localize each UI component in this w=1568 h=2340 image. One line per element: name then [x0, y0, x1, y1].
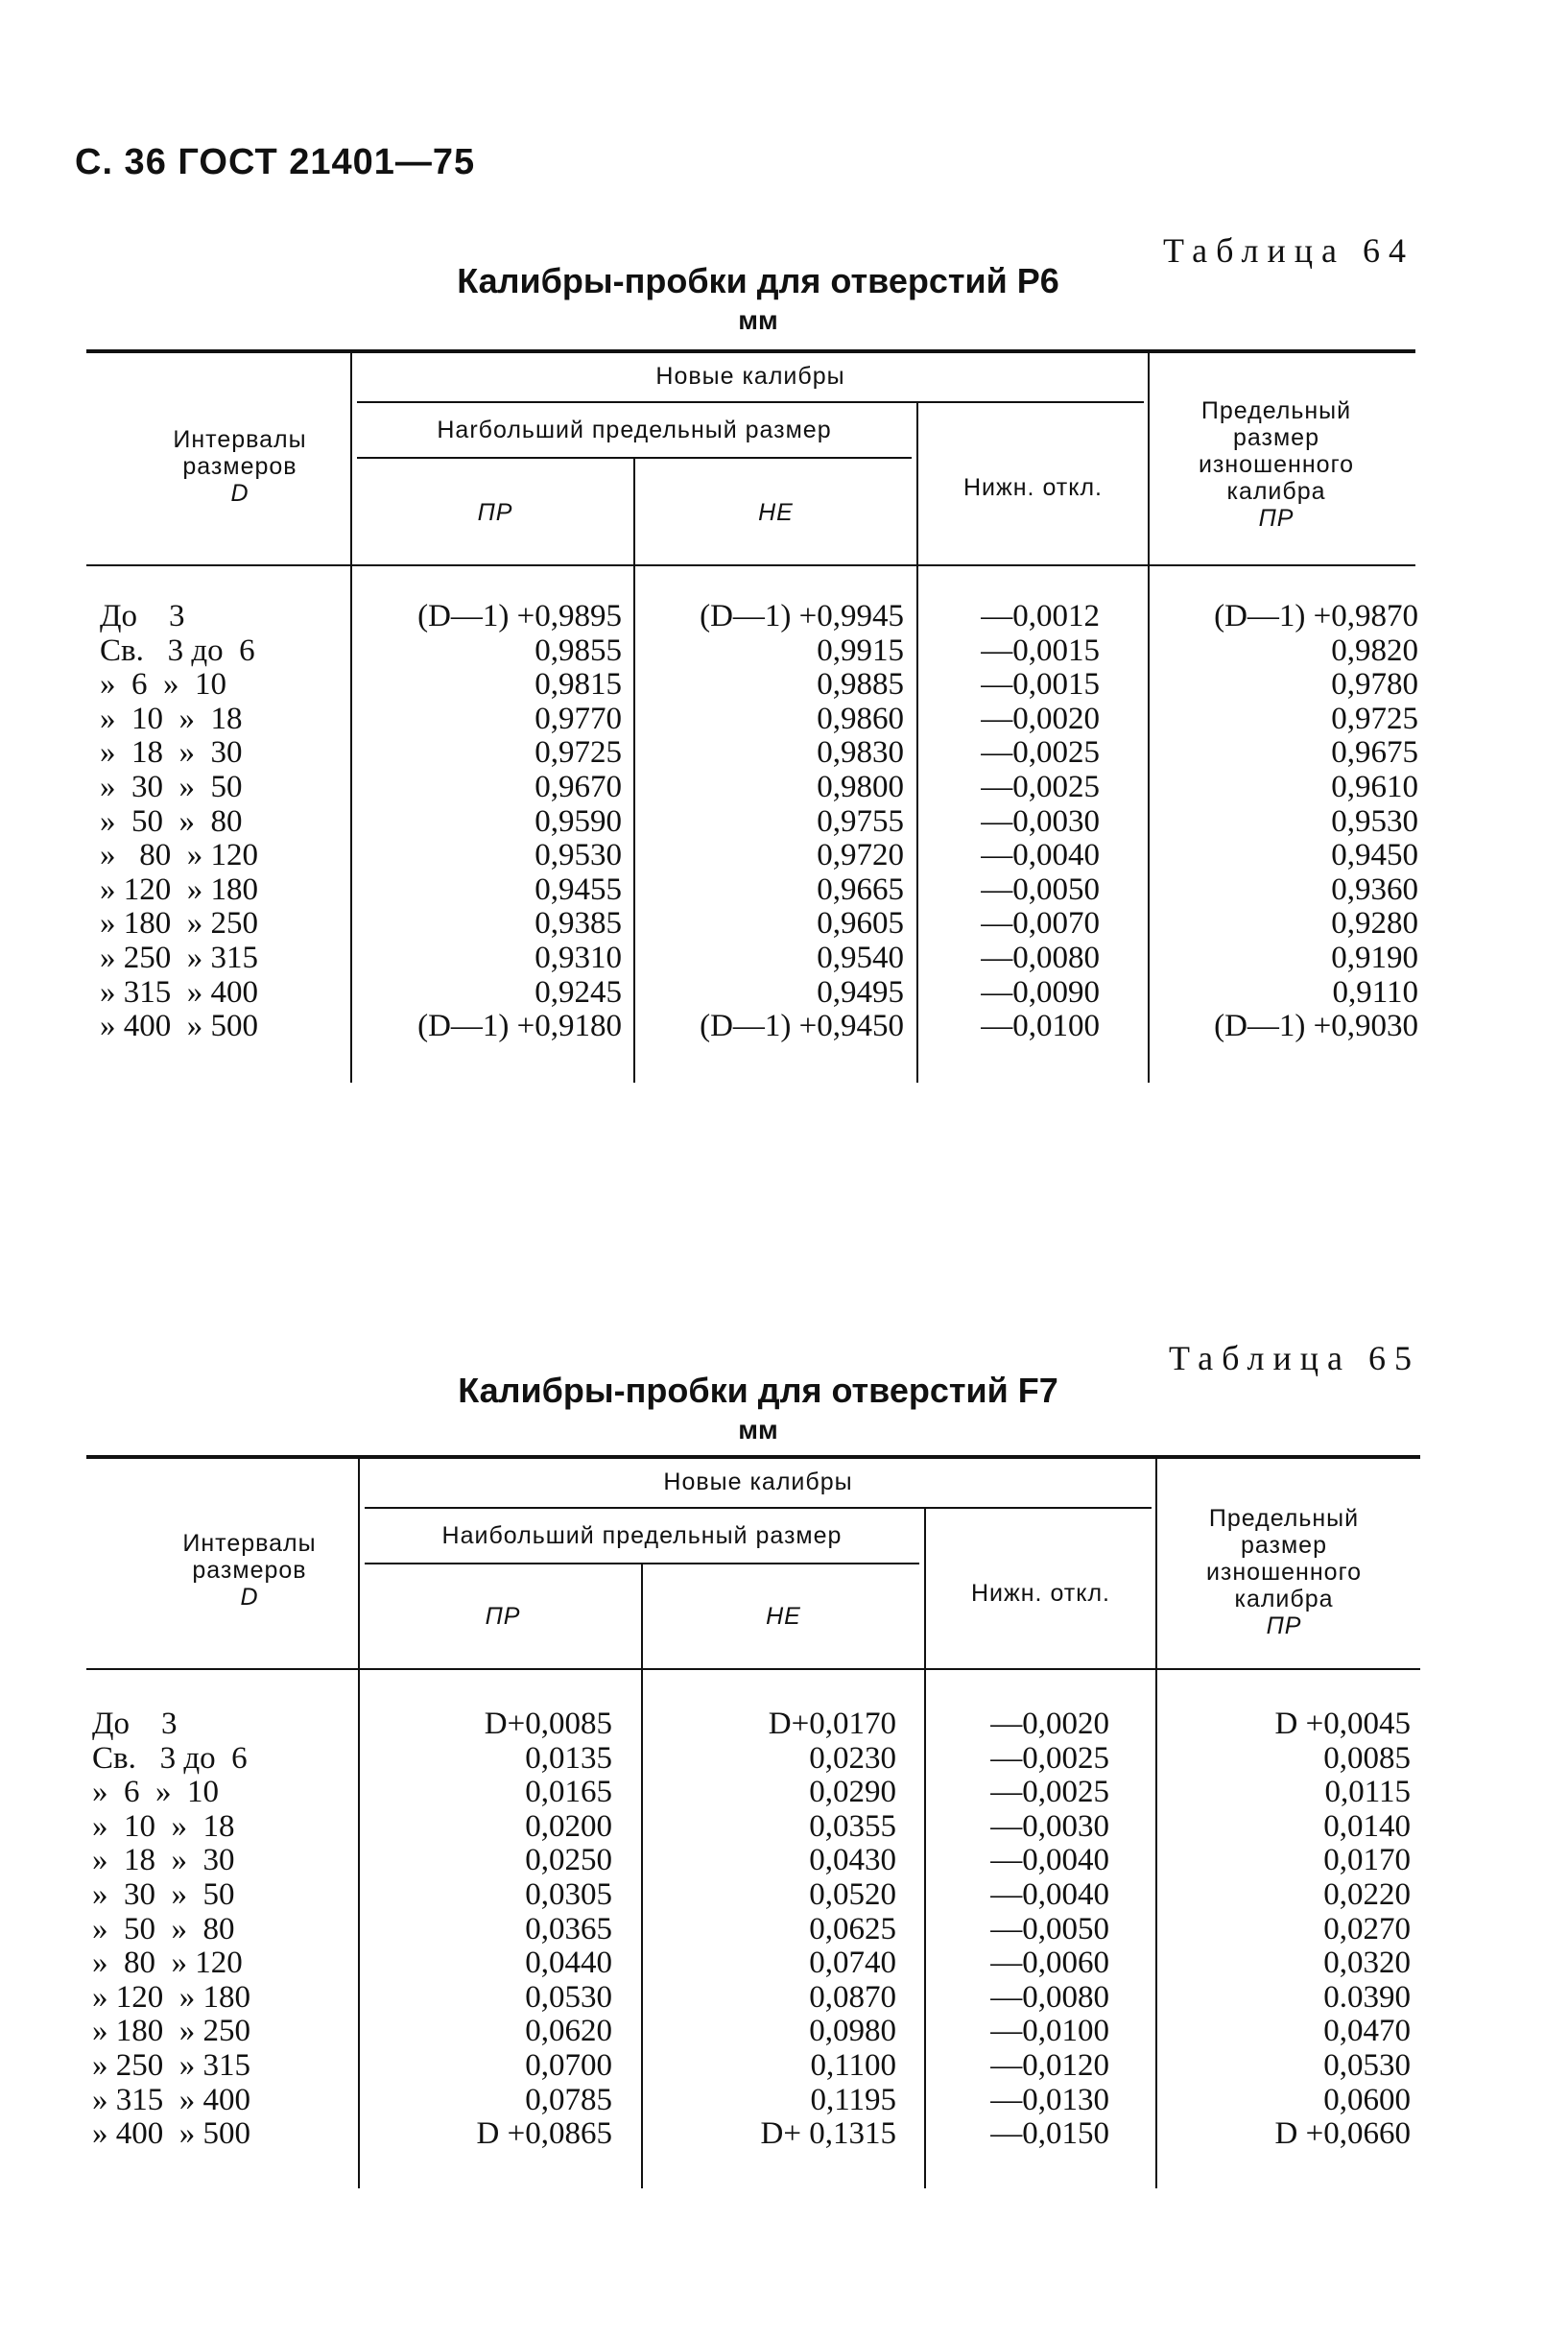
- table-row: [0, 2014, 1568, 2048]
- interval-cell: » 180 » 250: [100, 906, 258, 942]
- pr-cell: 0,0440: [525, 1946, 612, 1981]
- lower-dev-cell: —0,0100: [981, 1009, 1100, 1044]
- table-row: [0, 2048, 1568, 2083]
- lower-dev-cell: —0,0025: [981, 770, 1100, 804]
- table-row: [0, 1843, 1568, 1877]
- lower-dev-header: Нижн. откл.: [971, 1580, 1110, 1607]
- pr-cell: (D—1) +0,9895: [417, 599, 622, 633]
- interval-cell: » 250 » 315: [100, 941, 258, 975]
- worn-cell: 0,0600: [1323, 2082, 1411, 2117]
- ne-cell: 0,9755: [817, 803, 904, 839]
- interval-cell: » 30 » 50: [92, 1877, 235, 1912]
- new-gauges-header: Новые калибры: [663, 1468, 853, 1495]
- table-row: [0, 735, 1568, 770]
- pr-cell: 0,9670: [535, 770, 622, 804]
- interval-cell: » 50 » 80: [100, 803, 243, 839]
- pr-cell: 0,9725: [535, 735, 622, 771]
- interval-cell: » 315 » 400: [92, 2082, 250, 2117]
- interval-cell: » 10 » 18: [100, 701, 243, 736]
- table-row: [0, 2116, 1568, 2151]
- interval-cell: Св. 3 до 6: [92, 1740, 248, 1776]
- lower-dev-cell: —0,0100: [990, 2014, 1109, 2049]
- worn-cell: 0,0115: [1324, 1775, 1411, 1810]
- table-row: [0, 1009, 1568, 1043]
- table-64-title: Калибры-пробки для отверстий Р6: [457, 261, 1059, 300]
- ne-header: НЕ: [766, 1603, 801, 1630]
- interval-cell: » 250 » 315: [92, 2048, 250, 2083]
- ne-cell: 0,0355: [809, 1808, 896, 1844]
- ne-header: НЕ: [758, 499, 794, 526]
- worn-cell: 0,9725: [1331, 701, 1418, 736]
- lower-dev-cell: —0,0040: [990, 1877, 1109, 1912]
- pr-cell: 0,9310: [535, 941, 622, 975]
- worn-cell: 0,0085: [1323, 1740, 1411, 1776]
- worn-cell: 0,9780: [1331, 667, 1418, 703]
- lower-dev-cell: —0,0150: [990, 2116, 1109, 2152]
- max-limit-header: Наrбольший предельный размер: [437, 417, 832, 443]
- interval-cell: » 315 » 400: [100, 974, 258, 1010]
- worn-limit-header: [1169, 1505, 1399, 1639]
- worn-pr: ПР: [1266, 1612, 1302, 1639]
- pr-cell: D +0,0865: [476, 2116, 612, 2152]
- ne-cell: 0,9860: [817, 701, 904, 736]
- lower-dev-cell: —0,0060: [990, 1946, 1109, 1981]
- table-row: [0, 1707, 1568, 1741]
- lower-dev-cell: —0,0015: [981, 633, 1100, 668]
- worn-cell: 0,9530: [1331, 803, 1418, 839]
- lower-dev-cell: —0,0040: [981, 838, 1100, 873]
- table-row: [0, 1877, 1568, 1912]
- worn-cell: (D—1) +0,9870: [1214, 599, 1418, 633]
- ne-cell: 0,0430: [809, 1843, 896, 1878]
- lower-dev-cell: —0,0130: [990, 2082, 1109, 2117]
- pr-cell: 0,9245: [535, 974, 622, 1010]
- pr-cell: 0,9770: [535, 701, 622, 736]
- ne-cell: 0,0625: [809, 1911, 896, 1946]
- worn-limit-header: [1161, 397, 1391, 532]
- worn-cell: 0,9190: [1331, 941, 1418, 975]
- interval-cell: » 10 » 18: [92, 1808, 235, 1844]
- lower-dev-cell: —0,0025: [990, 1740, 1109, 1776]
- ne-cell: 0,9495: [817, 974, 904, 1010]
- interval-cell: » 400 » 500: [92, 2116, 250, 2152]
- pr-cell: 0,9455: [535, 872, 622, 907]
- pr-cell: 0,0165: [525, 1775, 612, 1810]
- interval-cell: » 18 » 30: [92, 1843, 235, 1878]
- ne-cell: 0,0230: [809, 1740, 896, 1776]
- interval-cell: » 120 » 180: [92, 1979, 250, 2015]
- table-row: [0, 599, 1568, 633]
- table-row: [0, 838, 1568, 872]
- worn-limit-text: Предельный размер изношенного калибра: [1205, 1505, 1363, 1612]
- lower-dev-cell: —0,0015: [981, 667, 1100, 703]
- lower-dev-cell: —0,0025: [990, 1775, 1109, 1810]
- pr-header: ПР: [477, 499, 513, 526]
- worn-cell: 0,9610: [1331, 770, 1418, 804]
- table-row: [0, 2083, 1568, 2117]
- table-row: [0, 1741, 1568, 1776]
- interval-cell: До 3: [100, 599, 185, 633]
- worn-cell: 0,9360: [1331, 872, 1418, 907]
- worn-cell: (D—1) +0,9030: [1214, 1009, 1418, 1044]
- worn-cell: 0,0270: [1323, 1911, 1411, 1946]
- worn-cell: 0,0220: [1323, 1877, 1411, 1912]
- intervals-header: [144, 1530, 355, 1611]
- lower-dev-cell: —0,0020: [981, 701, 1100, 736]
- lower-dev-cell: —0,0050: [981, 872, 1100, 907]
- worn-cell: 0,9820: [1331, 633, 1418, 668]
- table-row: [0, 1980, 1568, 2015]
- ne-cell: 0,1195: [810, 2082, 896, 2117]
- table-row: [0, 633, 1568, 668]
- ne-cell: 0,9540: [817, 941, 904, 975]
- pr-cell: 0,9815: [535, 667, 622, 703]
- worn-cell: 0,0320: [1323, 1946, 1411, 1981]
- worn-cell: 0,0470: [1323, 2014, 1411, 2049]
- pr-cell: D+0,0085: [484, 1707, 612, 1741]
- ne-cell: 0,9720: [817, 838, 904, 873]
- table-65-unit: мм: [738, 1415, 778, 1445]
- pr-cell: 0,0530: [525, 1979, 612, 2015]
- interval-cell: » 180 » 250: [92, 2014, 250, 2049]
- pr-cell: 0,9530: [535, 838, 622, 873]
- page-header: С. 36 ГОСТ 21401—75: [75, 142, 476, 182]
- ne-cell: 0,0870: [809, 1979, 896, 2015]
- ne-cell: 0,9800: [817, 770, 904, 804]
- ne-cell: 0,0290: [809, 1775, 896, 1810]
- pr-cell: 0,0200: [525, 1808, 612, 1844]
- ne-cell: 0,0980: [809, 2014, 896, 2049]
- ne-cell: 0,9915: [817, 633, 904, 668]
- interval-cell: » 80 » 120: [100, 838, 258, 873]
- pr-header: ПР: [485, 1603, 521, 1630]
- worn-cell: D +0,0045: [1274, 1707, 1411, 1741]
- interval-cell: » 50 » 80: [92, 1911, 235, 1946]
- table-row: [0, 906, 1568, 941]
- pr-cell: 0,9855: [535, 633, 622, 668]
- table-row: [0, 975, 1568, 1010]
- worn-cell: 0,9280: [1331, 906, 1418, 942]
- lower-dev-cell: —0,0090: [981, 974, 1100, 1010]
- ne-cell: 0,0740: [809, 1946, 896, 1981]
- ne-cell: 0,9885: [817, 667, 904, 703]
- table-row: [0, 804, 1568, 839]
- table-65-label: Таблица 65: [1169, 1339, 1420, 1377]
- interval-cell: Св. 3 до 6: [100, 633, 255, 668]
- pr-cell: 0,9385: [535, 906, 622, 942]
- worn-cell: 0.0390: [1323, 1979, 1411, 2015]
- table-row: [0, 1912, 1568, 1946]
- lower-dev-cell: —0,0030: [990, 1808, 1109, 1844]
- worn-cell: 0,0530: [1323, 2048, 1411, 2083]
- worn-cell: 0,0140: [1323, 1808, 1411, 1844]
- table-row: [0, 667, 1568, 702]
- pr-cell: 0,0135: [525, 1740, 612, 1776]
- interval-cell: » 6 » 10: [100, 667, 226, 703]
- worn-cell: D +0,0660: [1274, 2116, 1411, 2152]
- intervals-var: D: [240, 1584, 259, 1611]
- interval-cell: » 18 » 30: [100, 735, 243, 771]
- interval-cell: » 120 » 180: [100, 872, 258, 907]
- table-64-label: Таблица 64: [1163, 231, 1414, 270]
- pr-cell: 0,9590: [535, 803, 622, 839]
- worn-cell: 0,0170: [1323, 1843, 1411, 1878]
- ne-cell: 0,9665: [817, 872, 904, 907]
- worn-cell: 0,9675: [1331, 735, 1418, 771]
- lower-dev-cell: —0,0012: [981, 599, 1100, 633]
- intervals-header: [134, 426, 345, 507]
- new-gauges-header: Новые калибры: [655, 363, 845, 390]
- table-row: [0, 1946, 1568, 1980]
- ne-cell: 0,1100: [810, 2048, 896, 2083]
- worn-pr: ПР: [1258, 505, 1295, 532]
- ne-cell: (D—1) +0,9945: [700, 599, 904, 633]
- pr-cell: (D—1) +0,9180: [417, 1009, 622, 1044]
- table-65-title: Калибры-пробки для отверстий F7: [458, 1371, 1058, 1410]
- ne-cell: D+0,0170: [768, 1707, 896, 1741]
- worn-cell: 0,9110: [1332, 974, 1418, 1010]
- ne-cell: 0,0520: [809, 1877, 896, 1912]
- lower-dev-cell: —0,0120: [990, 2048, 1109, 2083]
- ne-cell: 0,9830: [817, 735, 904, 771]
- table-row: [0, 770, 1568, 804]
- intervals-var: D: [230, 480, 249, 507]
- lower-dev-cell: —0,0030: [981, 803, 1100, 839]
- lower-dev-cell: —0,0020: [990, 1707, 1109, 1741]
- lower-dev-cell: —0,0050: [990, 1911, 1109, 1946]
- ne-cell: 0,9605: [817, 906, 904, 942]
- pr-cell: 0,0700: [525, 2048, 612, 2083]
- interval-cell: » 80 » 120: [92, 1946, 243, 1981]
- interval-cell: » 30 » 50: [100, 770, 243, 804]
- worn-limit-text: Предельный размер изношенного калибра: [1198, 397, 1355, 505]
- pr-cell: 0,0365: [525, 1911, 612, 1946]
- pr-cell: 0,0620: [525, 2014, 612, 2049]
- table-row: [0, 702, 1568, 736]
- worn-cell: 0,9450: [1331, 838, 1418, 873]
- table-row: [0, 1809, 1568, 1844]
- ne-cell: (D—1) +0,9450: [700, 1009, 904, 1044]
- ne-cell: D+ 0,1315: [760, 2116, 896, 2152]
- interval-cell: » 6 » 10: [92, 1775, 219, 1810]
- lower-dev-cell: —0,0080: [981, 941, 1100, 975]
- table-row: [0, 1775, 1568, 1809]
- pr-cell: 0,0305: [525, 1877, 612, 1912]
- lower-dev-cell: —0,0040: [990, 1843, 1109, 1878]
- pr-cell: 0,0785: [525, 2082, 612, 2117]
- lower-dev-cell: —0,0025: [981, 735, 1100, 771]
- intervals-header-text: Интервалы размеров: [173, 426, 307, 480]
- lower-dev-cell: —0,0080: [990, 1979, 1109, 2015]
- table-row: [0, 872, 1568, 907]
- intervals-header-text: Интервалы размеров: [182, 1530, 317, 1584]
- lower-dev-cell: —0,0070: [981, 906, 1100, 942]
- pr-cell: 0,0250: [525, 1843, 612, 1878]
- max-limit-header: Наибольший предельный размер: [441, 1522, 843, 1549]
- interval-cell: » 400 » 500: [100, 1009, 258, 1044]
- table-row: [0, 941, 1568, 975]
- interval-cell: До 3: [92, 1707, 178, 1741]
- table-64-unit: мм: [738, 305, 778, 335]
- lower-dev-header: Нижн. откл.: [963, 474, 1103, 501]
